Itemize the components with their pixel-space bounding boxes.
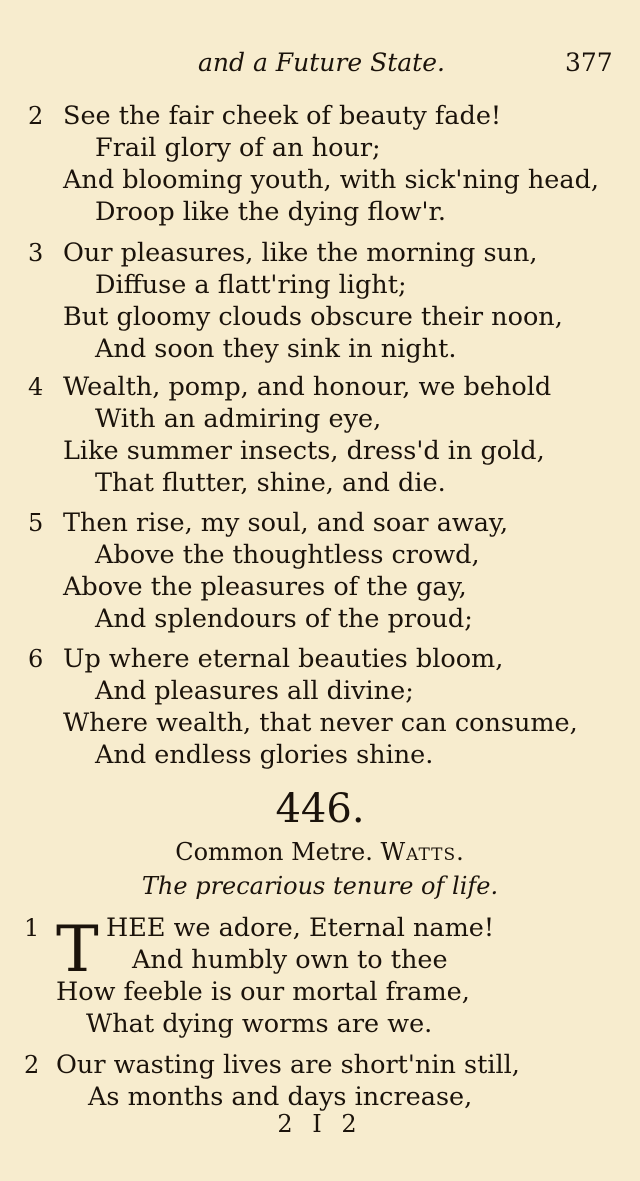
verse-line: Above the pleasures of the gay,: [63, 572, 467, 602]
verse-line: And humbly own to thee: [132, 945, 448, 975]
verse-line: With an admiring eye,: [95, 404, 382, 434]
stanza-4: [0, 371, 640, 499]
drop-cap: T: [56, 913, 99, 987]
verse-line: And soon they sink in night.: [95, 334, 457, 364]
hymn-metre: [0, 838, 640, 866]
verse-line: But gloomy clouds obscure their noon,: [63, 302, 563, 332]
stanza-3: [0, 237, 640, 365]
verse-line: Up where eternal beauties bloom,: [63, 644, 504, 674]
hymn-number: 446.: [275, 786, 365, 832]
hymn-author: Watts.: [380, 838, 465, 866]
verse-line: As months and days increase,: [88, 1082, 473, 1112]
running-title: and a Future State.: [198, 48, 445, 77]
verse-line: HEE we adore, Eternal name!: [106, 913, 495, 943]
stanza-5: [0, 507, 640, 635]
metre-label: Common Metre.: [175, 838, 373, 866]
verse-line: Wealth, pomp, and honour, we behold: [63, 372, 552, 402]
page-number: 377: [565, 48, 613, 77]
verse-line: Diffuse a flatt'ring light;: [95, 270, 407, 300]
hymn-stanza-2: [0, 1049, 640, 1113]
verse-line: And splendours of the proud;: [95, 604, 473, 634]
stanza-2: [0, 100, 640, 228]
verse-line: And blooming youth, with sick'ning head,: [63, 165, 600, 195]
verse-line: Like summer insects, dress'd in gold,: [63, 436, 545, 466]
stanza-number: 5: [28, 509, 44, 537]
verse-line: And endless glories shine.: [95, 740, 434, 770]
stanza-number: 4: [28, 373, 44, 401]
hymn-subject: The precarious tenure of life.: [141, 872, 499, 900]
verse-line: Our wasting lives are short'nin still,: [56, 1050, 520, 1080]
verse-line: See the fair cheek of beauty fade!: [63, 101, 502, 131]
stanza-number: 2: [24, 1051, 40, 1079]
verse-line: Frail glory of an hour;: [95, 133, 381, 163]
hymn-stanza-1: [0, 912, 640, 1040]
verse-line: What dying worms are we.: [86, 1009, 433, 1039]
verse-line: That flutter, shine, and die.: [95, 468, 446, 498]
stanza-number: 1: [24, 914, 40, 942]
verse-line: Above the thoughtless crowd,: [95, 540, 480, 570]
running-header: [0, 48, 640, 84]
verse-line: How feeble is our mortal frame,: [56, 977, 470, 1007]
verse-line: Then rise, my soul, and soar away,: [63, 508, 509, 538]
stanza-number: 3: [28, 239, 44, 267]
verse-line: And pleasures all divine;: [95, 676, 414, 706]
signature-mark: 2 I 2: [277, 1110, 363, 1138]
stanza-6: [0, 643, 640, 771]
verse-line: Our pleasures, like the morning sun,: [63, 238, 538, 268]
stanza-number: 6: [28, 645, 44, 673]
verse-line: Where wealth, that never can consume,: [63, 708, 578, 738]
verse-line: Droop like the dying flow'r.: [95, 197, 447, 227]
stanza-number: 2: [28, 102, 44, 130]
